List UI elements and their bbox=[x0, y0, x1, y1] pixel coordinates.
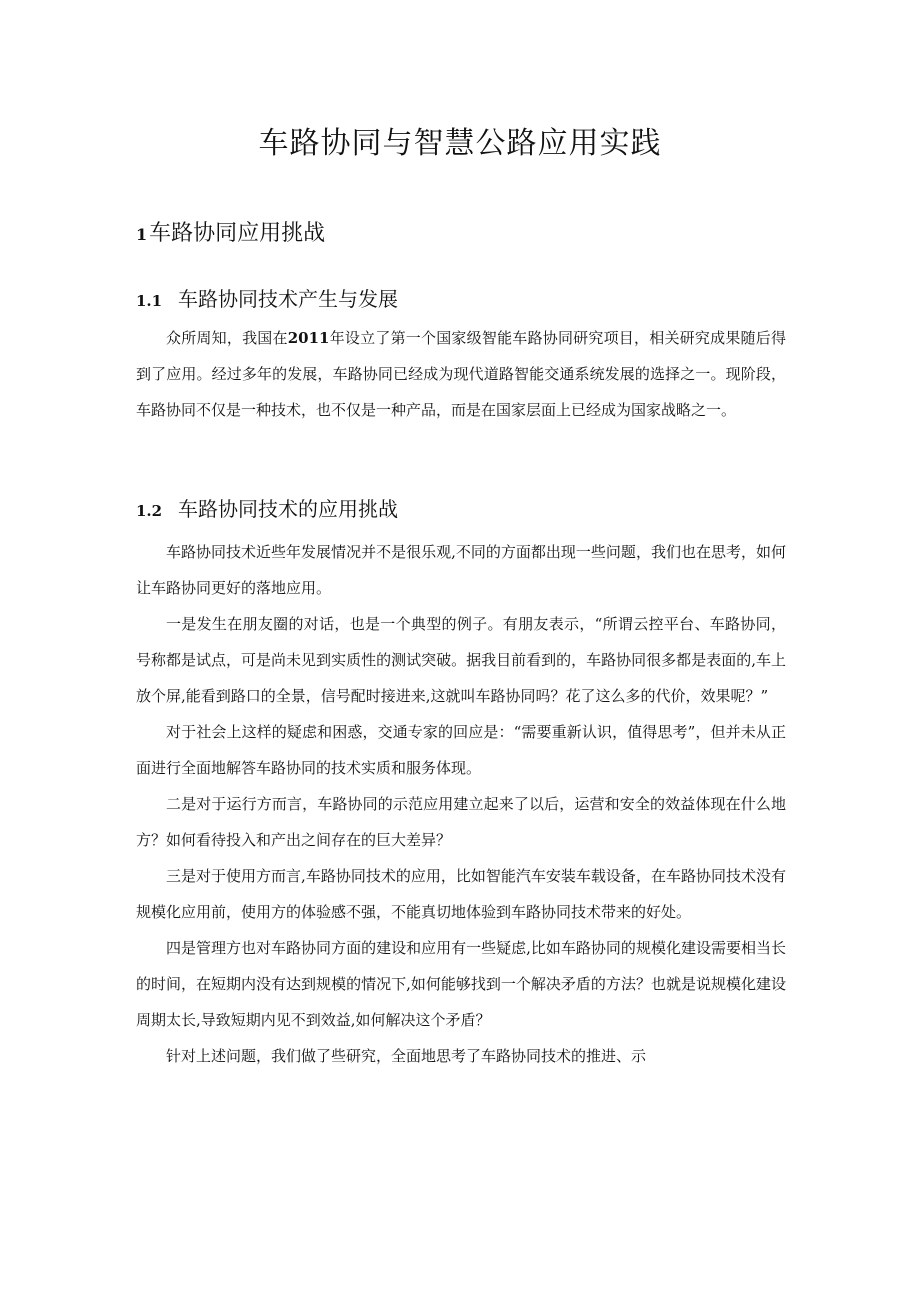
section-number: 1.1 bbox=[136, 292, 163, 310]
section-1-1-body bbox=[136, 320, 786, 428]
section-heading-1-1 bbox=[136, 283, 398, 312]
paragraph bbox=[136, 320, 786, 428]
paragraph: 三是对于使用方而言,车路协同技术的应用，比如智能汽车安装车载设备，在车路协同技术没有规模化应用前，使用方的体验感不强，不能真切地体验到车路协同技术带来的好处。 bbox=[136, 867, 786, 921]
document-title: 车路协同与智慧公路应用实践 bbox=[258, 126, 662, 161]
paragraph: 车路协同技术近些年发展情况并不是很乐观,不同的方面都出现一些问题，我们也在思考，如何让车路协同更好的落地应用。 bbox=[136, 543, 786, 597]
chapter-heading bbox=[136, 216, 325, 247]
paragraph: 对于社会上这样的疑虑和困惑，交通专家的回应是：“需要重新认识，值得思考”，但并未从正面进行全面地解答车路协同的技术实质和服务体现。 bbox=[136, 723, 786, 777]
section-title: 车路协同技术产生与发展 bbox=[178, 287, 398, 311]
section-title: 车路协同技术的应用挑战 bbox=[178, 497, 398, 521]
paragraph: 四是管理方也对车路协同方面的建设和应用有一些疑虑,比如车路协同的规模化建设需要相当长的时间，在短期内没有达到规模的情况下,如何能够找到一个解决矛盾的方法？也就是说规模化建设周期太长,导致短期内见不到效益,如何解决这个矛盾？ bbox=[136, 939, 786, 1029]
chapter-title: 车路协同应用挑战 bbox=[149, 221, 326, 246]
chapter-number: 1 bbox=[136, 225, 148, 244]
paragraph-text: 众所周知，我国在 bbox=[166, 329, 288, 347]
paragraph: 一是发生在朋友圈的对话，也是一个典型的例子。有朋友表示，“所谓云控平台、车路协同，号称都是试点，可是尚未见到实质性的测试突破。据我目前看到的，车路协同很多都是表面的,车上放个屏,能看到路口的全景，信号配时接进来,这就叫车路协同吗？花了这么多的代价，效果呢？” bbox=[136, 615, 786, 705]
section-heading-1-2 bbox=[136, 493, 398, 522]
paragraph: 二是对于运行方而言，车路协同的示范应用建立起来了以后，运营和安全的效益体现在什么地方？如何看待投入和产出之间存在的巨大差异？ bbox=[136, 795, 786, 849]
paragraph-year: 2011 bbox=[287, 329, 330, 347]
paragraph-text: 年设立了第一个国家级智能车路协同研究项目，相关研究成果随后得到了应用。经过多年的发展，车路协同已经成为现代道路智能交通系统发展的选择之一。现阶段，车路协同不仅是一种技术，也不仅是一种产品，而是在国家层面上已经成为国家战略之一。 bbox=[136, 329, 786, 419]
section-number: 1.2 bbox=[136, 502, 163, 520]
paragraph: 针对上述问题，我们做了些研究，全面地思考了车路协同技术的推进、示 bbox=[166, 1047, 647, 1065]
section-1-2-body bbox=[136, 534, 786, 1074]
